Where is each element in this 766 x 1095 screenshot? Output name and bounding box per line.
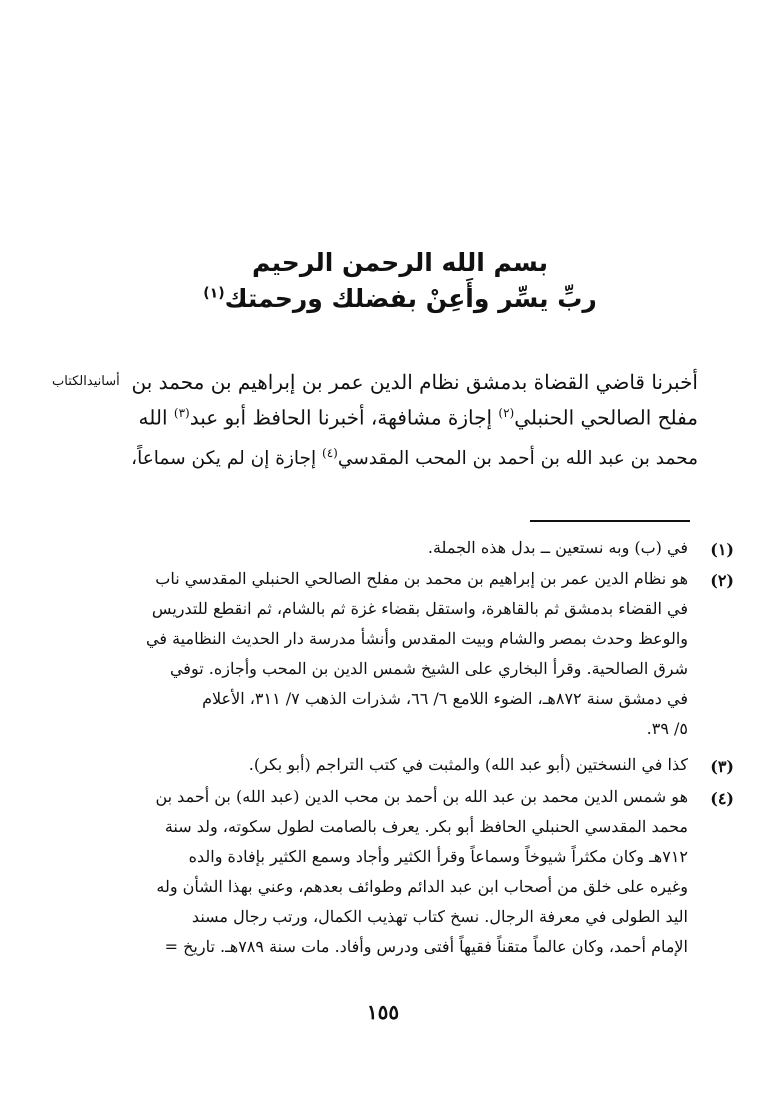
body-line-1: أخبرنا قاضي القضاة بدمشق نظام الدين عمر بن إبراهيم بن محمد بن [131, 370, 698, 394]
dua-footnote-ref: (١) [203, 285, 225, 302]
footnote-line: في (ب) وبه نستعين ــ بدل هذه الجملة. [427, 538, 688, 557]
footnote-number: (١) [710, 540, 734, 559]
footnote-line: والوعظ وحدث بمصر والشام وبيت المقدس وأنشأ مدرسة دار الحديث النظامية في [146, 629, 688, 648]
footnote-line: هو نظام الدين عمر بن إبراهيم بن محمد بن مفلح الصالحي الحنبلي المقدسي ناب [155, 569, 688, 588]
footnote-line: ٧١٢هـ وكان مكثراً شيوخاً وسماعاً وقرأ الكثير وأجاد وسمع الكثير بإفادة والده [188, 847, 688, 866]
footnote-number: (٤) [710, 789, 734, 808]
body-line-3 [128, 447, 698, 469]
margin-note: أسانيدالكتاب [52, 374, 120, 389]
body-text: محمد بن عبد الله بن أحمد بن المحب المقدسي [337, 448, 698, 470]
body-line-2 [128, 407, 698, 428]
footnote-line: كذا في النسختين (أبو عبد الله) والمثبت في كتب التراجم (أبو بكر). [248, 755, 688, 774]
footnote-line: ٥/ ٣٩. [646, 719, 688, 738]
footnote-line: وغيره على خلق من أصحاب ابن عبد الدائم وطوائف بعدهم، وعني بهذا الشأن وله [156, 877, 688, 896]
footnote-line: الإمام أحمد، وكان عالماً متقناً فقيهاً أفتى ودرس وأفاد. مات سنة ٧٨٩هـ. تاريخ = [164, 937, 688, 956]
footnote-line: في القضاء بدمشق ثم بالقاهرة، واستقل بقضاء غزة ثم بالشام، ثم انقطع للتدريس [151, 599, 688, 618]
footnote-ref: (٣) [173, 406, 190, 420]
basmala-text: بسم الله الرحمن الرحيم [252, 248, 548, 277]
body-text: إجازة إن لم يكن سماعاً، [131, 448, 322, 470]
dua-heading [200, 284, 600, 313]
footnote-number: (٣) [710, 757, 734, 776]
body-text: مفلح الصالحي الحنبلي [514, 405, 698, 430]
footnote-number: (٢) [710, 571, 734, 590]
dua-text: ربِّ يسِّر وأَعِنْ بفضلك ورحمتك [224, 284, 597, 313]
footnote-separator [530, 520, 690, 522]
body-text: إجازة مشافهة، أخبرنا الحافظ أبو عبد [189, 405, 499, 430]
footnote-line: هو شمس الدين محمد بن عبد الله بن أحمد بن محب الدين (عبد الله) بن أحمد بن [155, 787, 688, 806]
page-number: ١٥٥ [366, 1000, 400, 1024]
footnote-line: شرق الصالحية. وقرأ البخاري على الشيخ شمس الدين بن المحب وأجازه. توفي [169, 659, 688, 678]
footnote-line: محمد المقدسي الحنبلي الحافظ أبو بكر. يعرف بالصامت لطول سكوته، ولد سنة [164, 817, 688, 836]
footnote-line: اليد الطولى في معرفة الرجال. نسخ كتاب تهذيب الكمال، ورتب رجال مسند [191, 907, 688, 926]
footnote-ref: (٢) [498, 406, 515, 420]
footnote-ref: (٤) [322, 446, 338, 460]
body-text: الله [138, 405, 174, 430]
basmala-heading [200, 248, 600, 277]
footnote-line: في دمشق سنة ٨٧٢هـ، الضوء اللامع ٦/ ٦٦، شذرات الذهب ٧/ ٣١١، الأعلام [202, 689, 688, 708]
